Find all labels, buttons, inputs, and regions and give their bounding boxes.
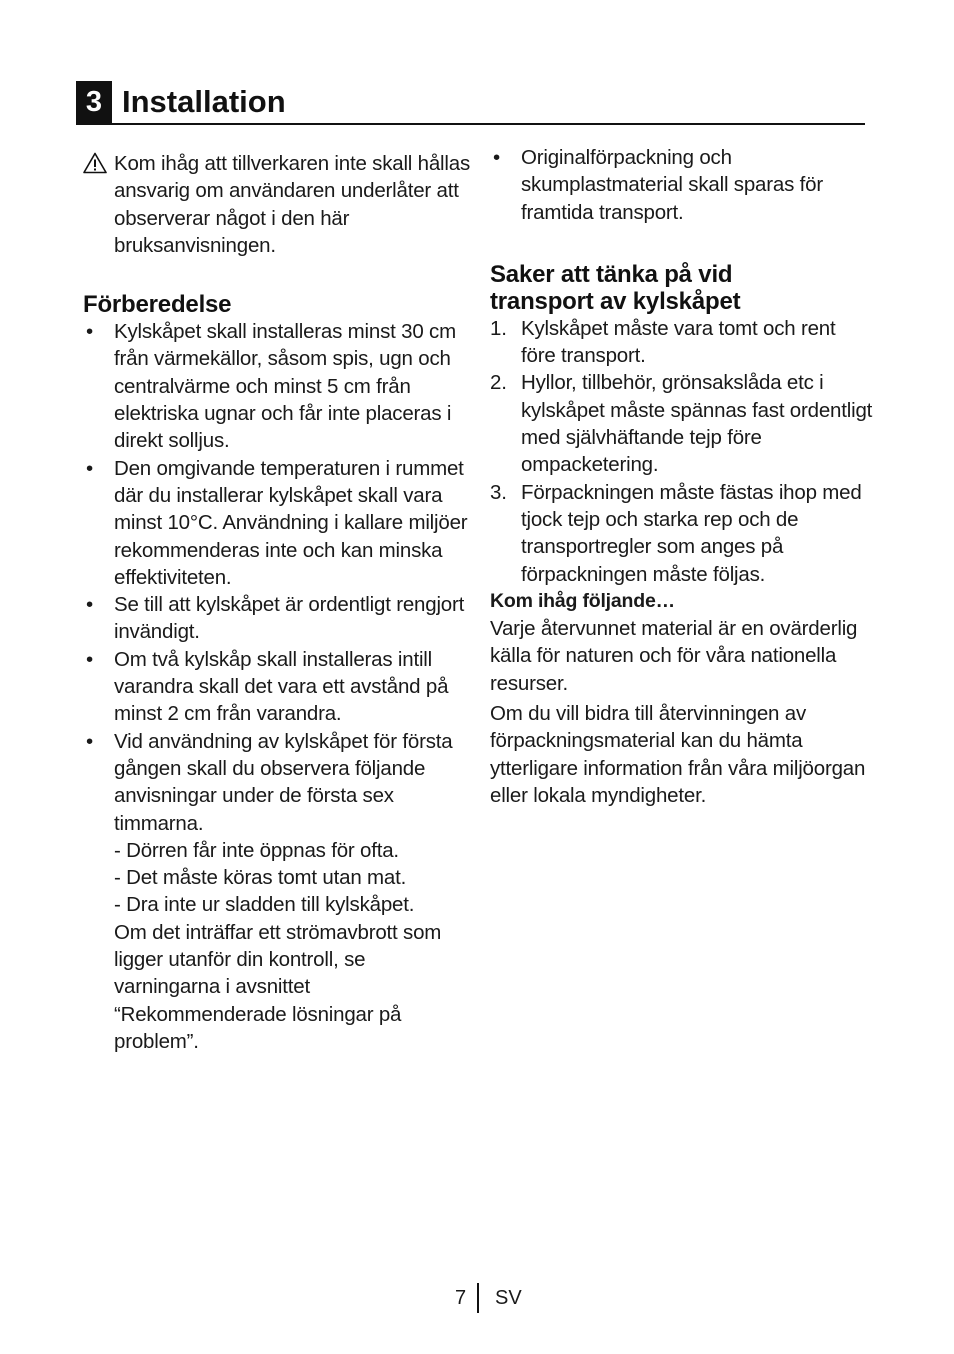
- first-use-instruction: - Det måste köras tomt utan mat.: [114, 866, 407, 890]
- list-item: [83, 455, 471, 591]
- chapter-header: [76, 81, 865, 125]
- numbered-item-text: Förpackningen måste fästas ihop med tjock tejp och starka rep och de transportregler som anges på förpackningen måste följas.: [521, 480, 862, 586]
- list-item: [490, 144, 874, 226]
- list-item-text: Kylskåpet skall installeras minst 30 cm från värmekällor, såsom spis, ugn och centralvärme och minst 5 cm från elektriska ugnar och får inte placeras i direkt solljus.: [114, 320, 456, 453]
- language-code: SV: [495, 1287, 522, 1309]
- list-item-text: Se till att kylskåpet är ordentligt rengjort invändigt.: [114, 593, 465, 644]
- bullet-mark: •: [86, 729, 93, 753]
- right-column: [490, 144, 874, 809]
- item-number: 1.: [490, 316, 507, 340]
- packaging-list: [490, 144, 874, 226]
- warning-note: [83, 150, 471, 259]
- first-use-intro: Vid användning av kylskåpet för första gången skall du observera följande anvisningar under de första sex timmarna.: [114, 729, 453, 835]
- bullet-mark: •: [86, 456, 93, 480]
- list-item-text: Om två kylskåp skall installeras intill varandra skall det vara ett avstånd på minst 2 cm från varandra.: [114, 647, 449, 726]
- numbered-item: [490, 315, 874, 370]
- bullet-mark: •: [86, 593, 93, 617]
- heading-line: Saker att tänka på vid: [490, 260, 733, 288]
- recycling-paragraph: Om du vill bidra till återvinningen av förpackningsmaterial kan du hämta ytterligare information från våra miljöorgan eller lokala myndigheter.: [490, 702, 866, 807]
- warning-triangle-icon: [83, 152, 107, 174]
- recycling-paragraph: Varje återvunnet material är en ovärderlig källa för naturen och för våra nationella resurser.: [490, 617, 858, 695]
- transport-list: [490, 315, 874, 588]
- first-use-instruction: - Dra inte ur sladden till kylskåpet.: [114, 893, 415, 917]
- heading-line: transport av kylskåpet: [490, 287, 741, 315]
- chapter-title: Installation: [122, 84, 286, 119]
- first-use-instruction: - Dörren får inte öppnas för ofta.: [114, 838, 399, 862]
- page-number: 7: [455, 1287, 467, 1309]
- item-number: 3.: [490, 480, 507, 504]
- section-heading-transport: [490, 261, 874, 315]
- power-failure-note: Om det inträffar ett strömavbrott som ligger utanför din kontroll, se varningarna i avsnittet “Rekommenderade lösningar på problem”.: [114, 920, 442, 1053]
- bullet-mark: •: [86, 647, 93, 671]
- list-item: [83, 318, 471, 454]
- list-item-text: Den omgivande temperaturen i rummet där du installerar kylskåpet skall vara minst 10°C. Användning i kallare miljöer rekommenderas inte och kan minska effektiviteten.: [114, 456, 468, 589]
- list-item: [83, 646, 471, 728]
- numbered-item-text: Hyllor, tillbehör, grönsakslåda etc i kylskåpet måste spännas fast ordentligt med självhäftande tejp före ompacketering.: [521, 371, 873, 477]
- list-item: [83, 591, 471, 646]
- section-heading-preparation: Förberedelse: [83, 291, 232, 319]
- warning-text: Kom ihåg att tillverkaren inte skall hållas ansvarig om användaren underlåter att observerar något i den här bruksanvisningen.: [114, 152, 471, 257]
- footer-divider: [477, 1283, 479, 1313]
- preparation-list: [83, 318, 471, 1055]
- bullet-mark: •: [86, 320, 93, 344]
- numbered-item: [490, 479, 874, 588]
- remember-heading: Kom ihåg följande…: [490, 589, 675, 612]
- numbered-item: [490, 369, 874, 478]
- left-column: [83, 150, 471, 1055]
- list-item-text: Originalförpackning och skumplastmaterial skall sparas för framtida transport.: [521, 146, 823, 224]
- list-item: [83, 728, 471, 1056]
- item-number: 2.: [490, 371, 507, 395]
- numbered-item-text: Kylskåpet måste vara tomt och rent före transport.: [521, 316, 836, 368]
- bullet-mark: •: [493, 146, 500, 169]
- chapter-number: 3: [76, 81, 112, 123]
